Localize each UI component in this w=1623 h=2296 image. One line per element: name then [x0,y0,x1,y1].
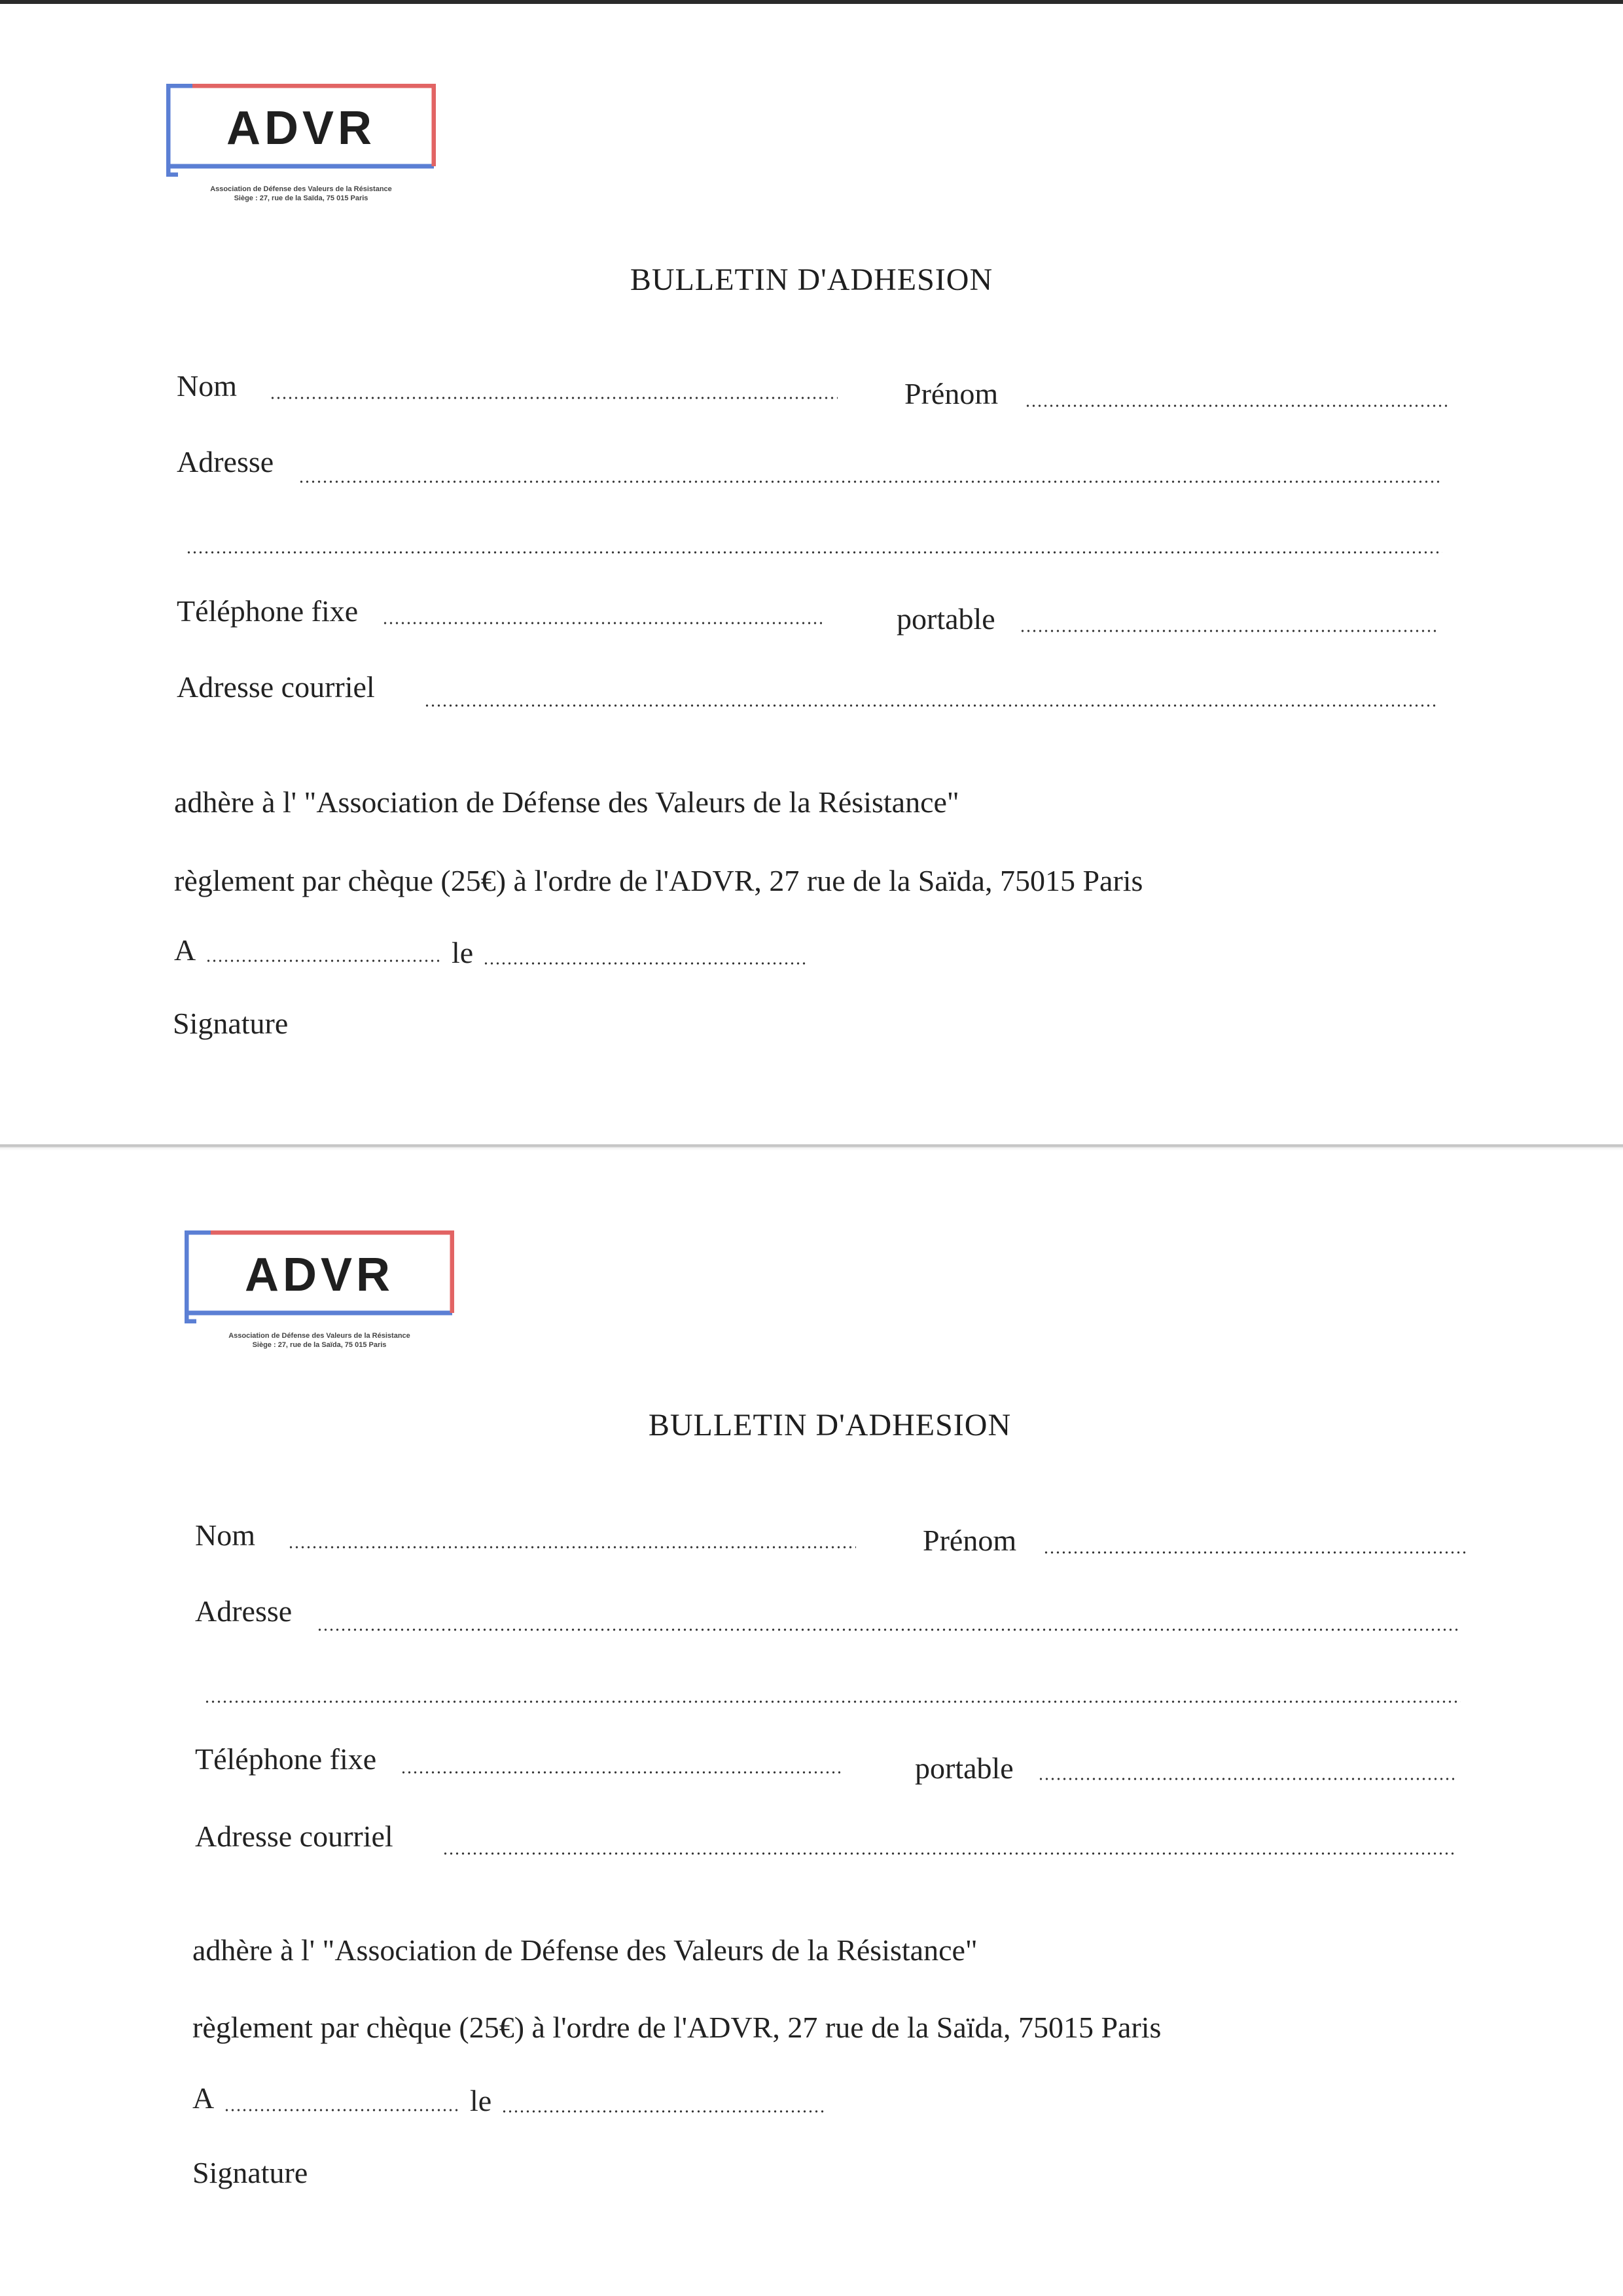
membership-statement: adhère à l' "Association de Défense des Valeurs de la Résistance" [174,785,959,819]
advr-logo [166,84,436,177]
portable-label: portable [897,602,995,636]
prenom-field[interactable] [1043,1551,1466,1554]
prenom-field[interactable] [1025,404,1448,407]
courriel-label: Adresse courriel [177,670,375,704]
payment-instructions: règlement par chèque (25€) à l'ordre de l'ADVR, 27 rue de la Saïda, 75015 Paris [174,864,1143,897]
membership-statement: adhère à l' "Association de Défense des Valeurs de la Résistance" [192,1933,978,1967]
nom-label: Nom [195,1518,255,1552]
logo-caption-line2: Siège : 27, rue de la Saïda, 75 015 Paris [252,1341,387,1349]
telephone-label: Téléphone fixe [177,594,359,628]
telephone-field[interactable] [382,622,822,624]
logo-caption [157,185,445,203]
form-title: BULLETIN D'ADHESION [630,262,993,297]
signature-label: Signature [173,1007,289,1040]
logo-caption-line1: Association de Défense des Valeurs de la Résistance [210,185,392,193]
courriel-field[interactable] [442,1852,1454,1855]
portable-label: portable [915,1751,1014,1785]
nom-label: Nom [177,369,237,403]
courriel-field[interactable] [424,704,1436,707]
logo-caption-line2: Siège : 27, rue de la Saïda, 75 015 Paris [234,194,368,202]
portable-field[interactable] [1020,630,1436,632]
signature-label: Signature [192,2156,308,2189]
nom-field[interactable] [288,1546,856,1549]
adresse-field-line2[interactable] [186,551,1442,554]
prenom-label: Prénom [904,377,999,410]
membership-form-2 [0,1147,1623,2286]
advr-logo [185,1230,454,1323]
telephone-label: Téléphone fixe [195,1742,377,1776]
date-field[interactable] [501,2110,826,2113]
place-field[interactable] [224,2109,459,2111]
courriel-label: Adresse courriel [195,1820,393,1853]
place-label: A [174,933,196,967]
telephone-field[interactable] [401,1771,840,1774]
logo-caption [175,1331,463,1350]
portable-field[interactable] [1038,1778,1454,1780]
place-label: A [192,2081,215,2115]
logo-text: ADVR [226,102,376,154]
logo-caption-line1: Association de Défense des Valeurs de la Résistance [228,1332,410,1340]
adresse-field-line2[interactable] [204,1700,1461,1703]
date-label: le [452,936,474,969]
membership-form-1 [0,0,1623,1139]
place-field[interactable] [205,960,441,962]
payment-instructions: règlement par chèque (25€) à l'ordre de l'ADVR, 27 rue de la Saïda, 75015 Paris [192,2011,1162,2044]
nom-field[interactable] [270,397,838,399]
prenom-label: Prénom [923,1524,1017,1557]
adresse-label: Adresse [195,1594,293,1628]
date-field[interactable] [483,962,808,965]
adresse-field-line1[interactable] [317,1628,1461,1631]
form-title: BULLETIN D'ADHESION [648,1408,1012,1443]
adresse-label: Adresse [177,445,274,478]
adresse-field-line1[interactable] [298,480,1442,483]
date-label: le [470,2084,492,2117]
logo-text: ADVR [244,1249,394,1301]
